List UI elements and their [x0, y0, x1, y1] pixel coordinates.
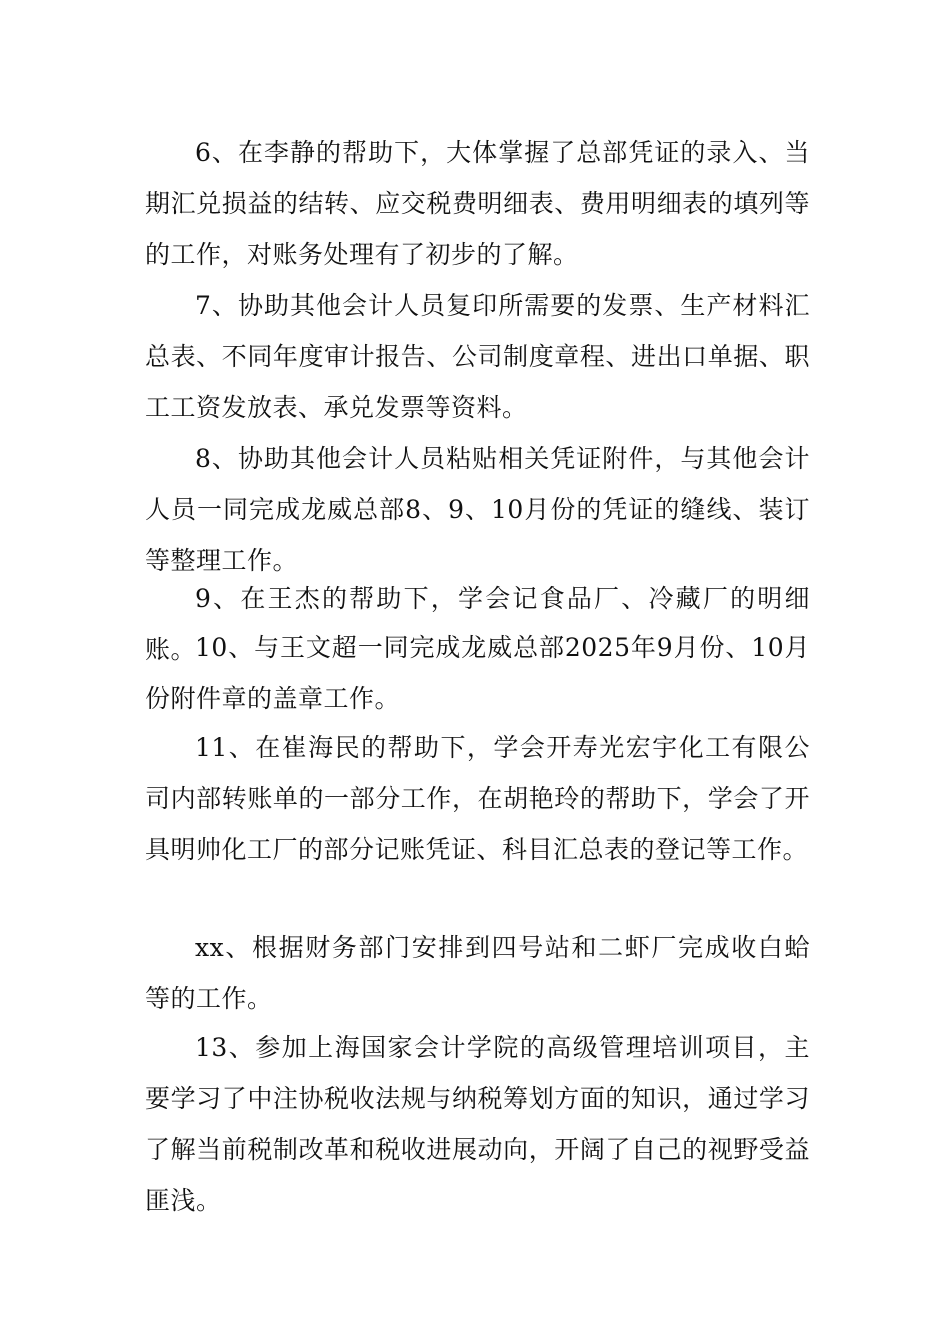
paragraph-item-7: 7、协助其他会计人员复印所需要的发票、生产材料汇总表、不同年度审计报告、公司制度章程、进出口单据、职工工资发放表、承兑发票等资料。 [145, 291, 810, 422]
paragraph-item-9: 9、在王杰的帮助下，学会记食品厂、冷藏厂的明细账。 [145, 584, 810, 664]
paragraph-item-11: 11、在崔海民的帮助下，学会开寿光宏宇化工有限公司内部转账单的一部分工作，在胡艳玲的帮助下，学会了开具明帅化工厂的部分记账凭证、科目汇总表的登记等工作。 [145, 733, 810, 864]
paragraph-item-8: 8、协助其他会计人员粘贴相关凭证附件，与其他会计人员一同完成龙威总部8、9、10月份的凭证的缝线、装订等整理工作。 [145, 444, 810, 575]
paragraph-item-13: 13、参加上海国家会计学院的高级管理培训项目，主要学习了中注协税收法规与纳税筹划方面的知识，通过学习了解当前税制改革和税收进展动向，开阔了自己的视野受益匪浅。 [145, 1033, 810, 1215]
paragraph-item-10: 10、与王文超一同完成龙威总部2025年9月份、10月份附件章的盖章工作。 [145, 633, 810, 713]
paragraph-item-6: 6、在李静的帮助下，大体掌握了总部凭证的录入、当期汇兑损益的结转、应交税费明细表、费用明细表的填列等的工作，对账务处理有了初步的了解。 [145, 138, 810, 269]
paragraph-item-xx: xx、根据财务部门安排到四号站和二虾厂完成收白蛤等的工作。 [145, 933, 810, 1013]
